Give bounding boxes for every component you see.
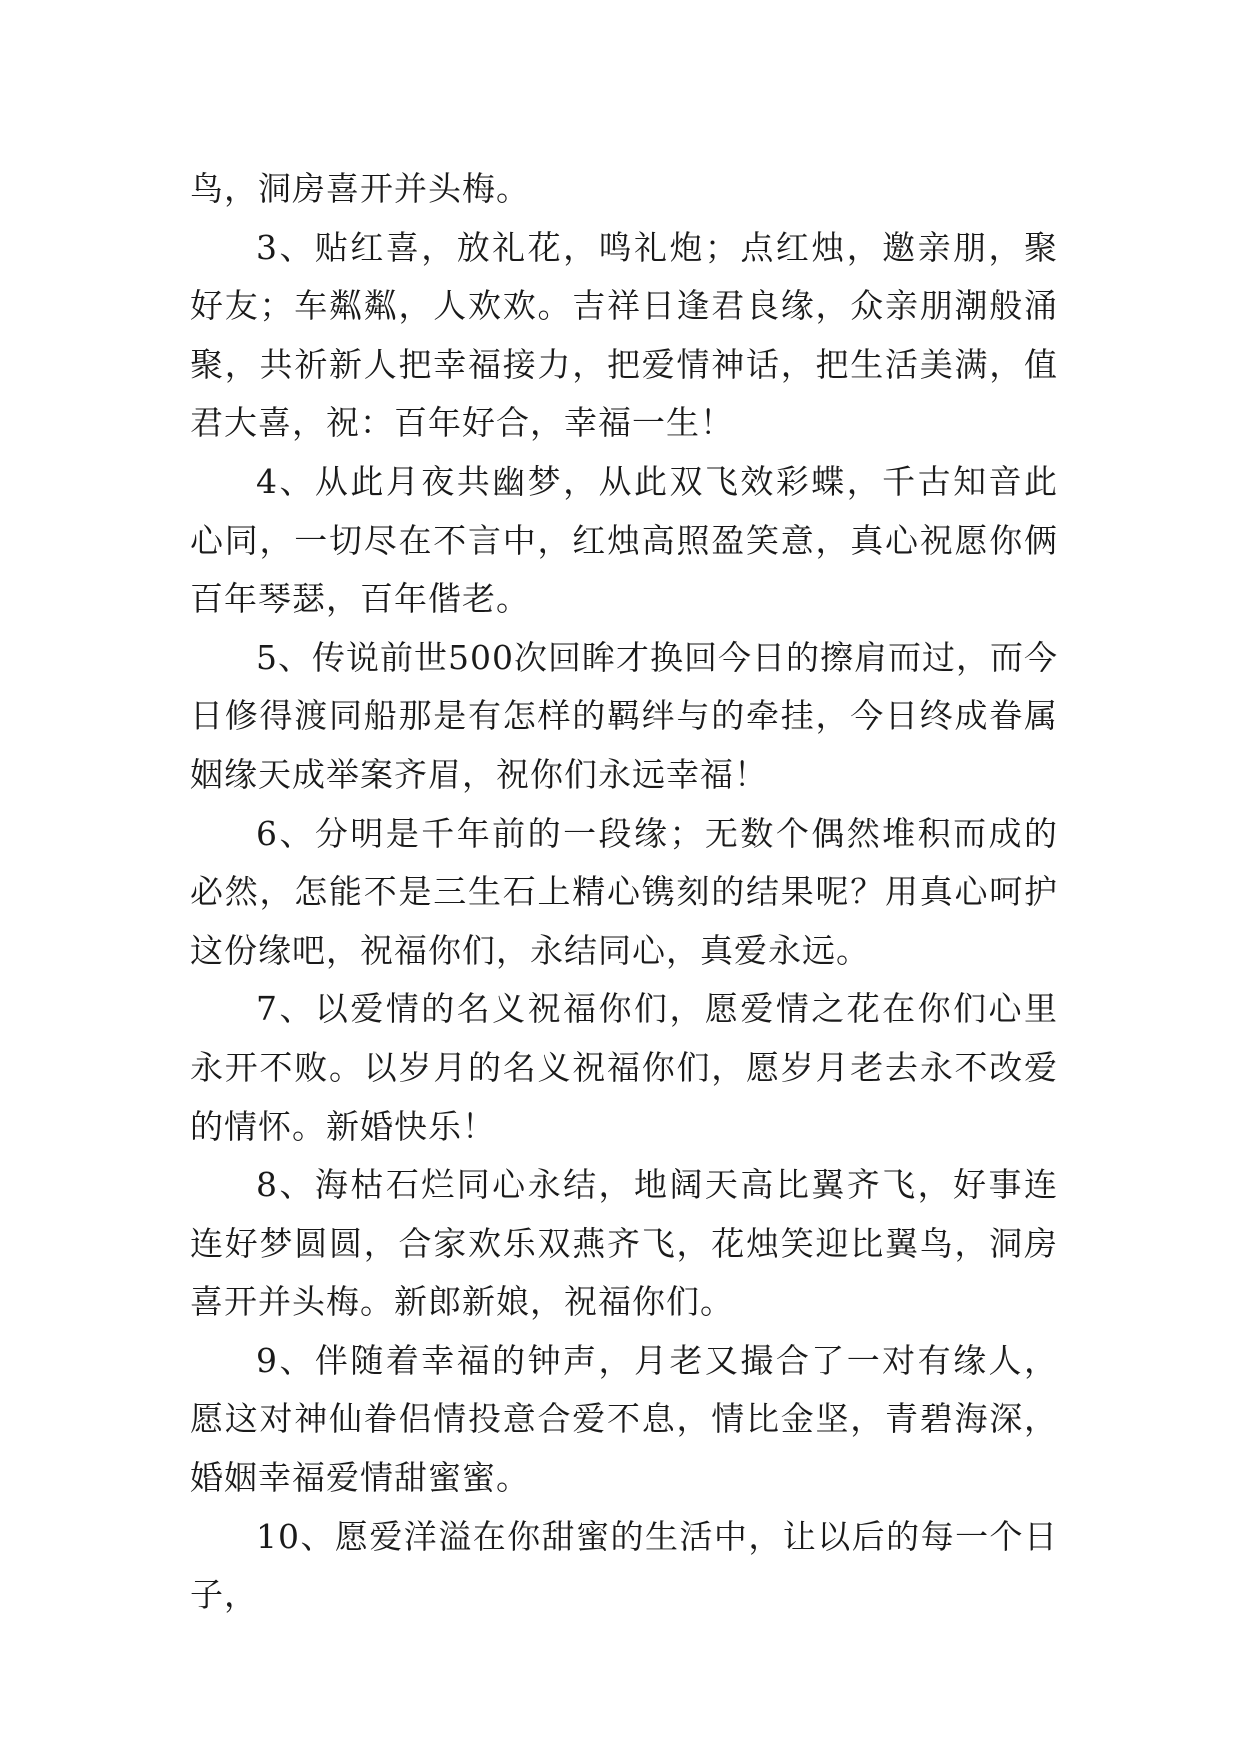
paragraph-wish-9: 9、伴随着幸福的钟声，月老又撮合了一对有缘人，愿这对神仙眷侣情投意合爱不息，情比金坚，青碧海深，婚姻幸福爱情甜蜜蜜。 bbox=[190, 1340, 1058, 1498]
document-body bbox=[190, 160, 1058, 1625]
paragraph-wish-3: 3、贴红喜，放礼花，鸣礼炮；点红烛，邀亲朋，聚好友；车粼粼，人欢欢。吉祥日逢君良缘，众亲朋潮般涌聚，共祈新人把幸福接力，把爱情神话，把生活美满，值君大喜，祝：百年好合，幸福一生！ bbox=[190, 227, 1058, 443]
paragraph-wish-8: 8、海枯石烂同心永结，地阔天高比翼齐飞，好事连连好梦圆圆，合家欢乐双燕齐飞，花烛笑迎比翼鸟，洞房喜开并头梅。新郎新娘，祝福你们。 bbox=[190, 1165, 1058, 1322]
paragraph-wish-5: 5、传说前世500次回眸才换回今日的擦肩而过，而今日修得渡同船那是有怎样的羁绊与的牵挂，今日终成眷属姻缘天成举案齐眉，祝你们永远幸福！ bbox=[190, 637, 1058, 794]
paragraph-wish-10: 10、愿爱洋溢在你甜蜜的生活中，让以后的每一个日子， bbox=[190, 1516, 1058, 1615]
paragraph-continuation: 鸟，洞房喜开并头梅。 bbox=[190, 169, 530, 208]
paragraph-wish-4: 4、从此月夜共幽梦，从此双飞效彩蝶，千古知音此心同，一切尽在不言中，红烛高照盈笑意，真心祝愿你俩百年琴瑟，百年偕老。 bbox=[190, 461, 1058, 619]
paragraph-wish-7: 7、以爱情的名义祝福你们，愿爱情之花在你们心里永开不败。以岁月的名义祝福你们，愿岁月老去永不改爱的情怀。新婚快乐！ bbox=[190, 989, 1058, 1146]
paragraph-wish-6: 6、分明是千年前的一段缘；无数个偶然堆积而成的必然，怎能不是三生石上精心镌刻的结果呢？用真心呵护这份缘吧，祝福你们，永结同心，真爱永远。 bbox=[190, 813, 1058, 970]
